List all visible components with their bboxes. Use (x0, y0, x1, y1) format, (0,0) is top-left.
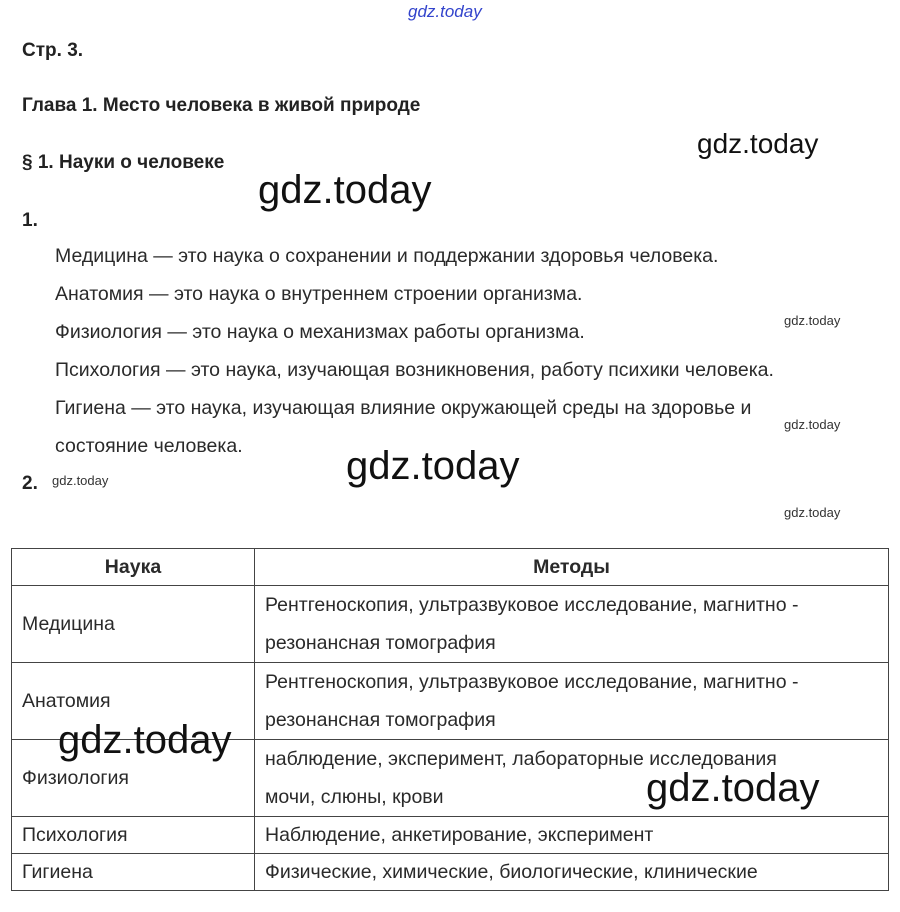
column-header: Методы (255, 549, 889, 586)
table-row (12, 586, 889, 663)
watermark: gdz.today (646, 766, 820, 810)
watermark: gdz.today (697, 128, 819, 159)
methods-cell (255, 663, 889, 740)
watermark: gdz.today (784, 417, 841, 432)
watermark: gdz.today (346, 444, 520, 488)
definition-line: Физиология — это наука о механизмах работы организма. (55, 321, 585, 343)
watermark: gdz.today (784, 505, 841, 520)
methods-cell: Наблюдение, анкетирование, эксперимент (255, 817, 889, 854)
methods-line: резонансная томография (265, 632, 496, 654)
watermark: gdz.today (52, 473, 109, 488)
column-header: Наука (12, 549, 255, 586)
table-row (12, 854, 889, 891)
methods-cell (255, 586, 889, 663)
methods-line: Рентгеноскопия, ультразвуковое исследование, магнитно - (265, 671, 799, 693)
definition-line: Медицина — это наука о сохранении и поддержании здоровья человека. (55, 245, 719, 267)
methods-cell: Физические, химические, биологические, клинические (255, 854, 889, 891)
task-number: 1. (22, 210, 38, 231)
methods-line: мочи, слюны, крови (265, 786, 444, 808)
watermark: gdz.today (58, 718, 232, 762)
methods-line: Рентгеноскопия, ультразвуковое исследование, магнитно - (265, 594, 799, 616)
methods-line: резонансная томография (265, 709, 496, 731)
chapter-title: Глава 1. Место человека в живой природе (22, 95, 421, 116)
page-reference: Стр. 3. (22, 40, 84, 61)
science-cell: Психология (12, 817, 255, 854)
section-title: § 1. Науки о человеке (22, 152, 225, 173)
definition-line: Психология — это наука, изучающая возникновения, работу психики человека. (55, 359, 774, 381)
table-header-row (12, 549, 889, 586)
definition-line: Гигиена — это наука, изучающая влияние окружающей среды на здоровье и (55, 397, 752, 419)
table-row (12, 817, 889, 854)
task-number: 2. (22, 473, 38, 494)
definition-line: Анатомия — это наука о внутреннем строении организма. (55, 283, 583, 305)
watermark: gdz.today (258, 168, 432, 212)
methods-line: наблюдение, эксперимент, лабораторные исследования (265, 748, 777, 770)
science-cell: Медицина (12, 586, 255, 663)
watermark: gdz.today (784, 313, 841, 328)
science-cell: Физиология (12, 740, 255, 817)
science-cell: Гигиена (12, 854, 255, 891)
watermark: gdz.today (408, 2, 482, 21)
science-cell: Анатомия (12, 663, 255, 740)
definition-line: состояние человека. (55, 435, 243, 457)
